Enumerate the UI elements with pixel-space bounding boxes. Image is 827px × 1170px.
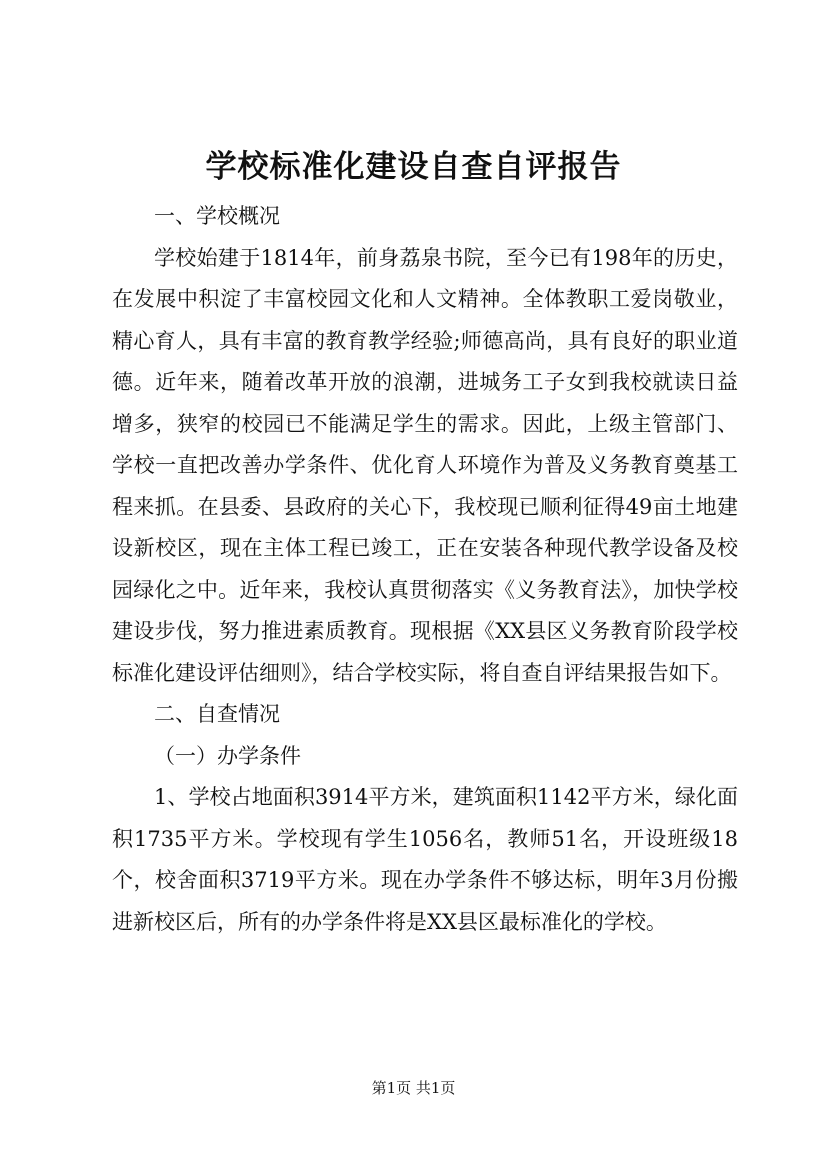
section-heading-self-check: 二、自查情况: [154, 702, 280, 726]
section-heading-overview: 一、学校概况: [154, 204, 280, 228]
document-title: 学校标准化建设自查自评报告: [205, 149, 622, 185]
page-number-label: 第1页 共1页: [371, 1079, 456, 1097]
page-footer: [0, 1078, 827, 1098]
paragraph-conditions: 1、学校占地面积3914平方米，建筑面积1142平方米，绿化面积1735平方米。学校现有学生1056名，教师51名，开设班级18个，校舍面积3719平方米。现在办学条件不够达标，明年3月份搬进新校区后，所有的办学条件将是XX县区最标准化的学校。: [112, 785, 738, 934]
document-body: [112, 196, 738, 943]
subsection-heading-conditions: （一）办学条件: [154, 743, 301, 768]
paragraph-overview: 学校始建于1814年，前身荔泉书院，至今已有198年的历史，在发展中积淀了丰富校园文化和人文精神。全体教职工爱岗敬业，精心育人，具有丰富的教育教学经验;师德高尚，具有良好的职业道德。近年来，随着改革开放的浪潮，进城务工子女到我校就读日益增多，狭窄的校园已不能满足学生的需求。因此，上级主管部门、学校一直把改善办学条件、优化育人环境作为普及义务教育奠基工程来抓。在县委、县政府的关心下，我校现已顺利征得49亩土地建设新校区，现在主体工程已竣工，正在安装各种现代教学设备及校园绿化之中。近年来，我校认真贯彻落实《义务教育法》，加快学校建设步伐，努力推进素质教育。现根据《XX县区义务教育阶段学校标准化建设评估细则》，结合学校实际，将自查自评结果报告如下。: [112, 245, 738, 685]
